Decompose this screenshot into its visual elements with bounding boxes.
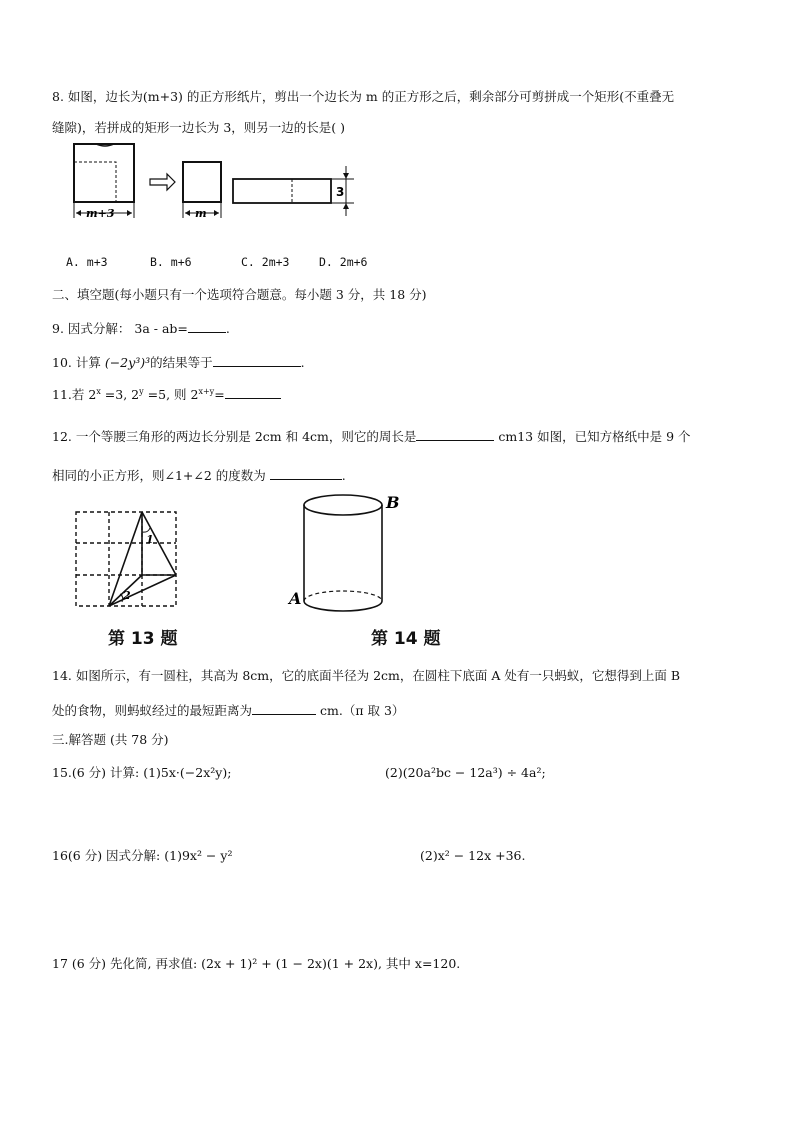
q8-option-a: A. m+3 xyxy=(66,255,108,269)
fig13-caption: 第 13 题 xyxy=(108,629,178,649)
q14-line2: 处的食物，则蚂蚁经过的最短距离为 cm.（π 取 3） xyxy=(52,700,404,720)
q13-answer-blank[interactable] xyxy=(270,465,342,480)
point-a-label: A xyxy=(289,589,302,608)
right-arrow-icon xyxy=(150,174,175,190)
fig-label-m-plus-3: m+3 xyxy=(86,207,115,220)
q17: 17 (6 分) 先化简, 再求值: (2x + 1)² + (1 − 2x)(1 + 2x), 其中 x=120. xyxy=(52,956,461,971)
angle-1-label: 1 xyxy=(146,533,154,546)
fig13-grid xyxy=(74,510,178,608)
q16-part1: 16(6 分) 因式分解: (1)9x² − y² xyxy=(52,848,233,863)
q12-line1: 12. 一个等腰三角形的两边长分别是 2cm 和 4cm，则它的周长是 cm13 如图，已知方格纸中是 9 个 xyxy=(52,426,691,446)
fig-label-3: 3 xyxy=(336,185,345,199)
q8-line2: 缝隙)，若拼成的矩形一边长为 3，则另一边的长是( ) xyxy=(52,120,346,135)
angle-2-label: 2 xyxy=(123,589,131,602)
section-2-heading: 二、填空题(每小题只有一个选项符合题意。每小题 3 分，共 18 分) xyxy=(52,287,427,302)
q12-line2: 相同的小正方形，则∠1+∠2 的度数为 . xyxy=(52,465,346,485)
q9-answer-blank[interactable] xyxy=(188,318,226,333)
q8-option-d: D. 2m+6 xyxy=(319,255,368,269)
q14-line1: 14. 如图所示，有一圆柱，其高为 8cm，它的底面半径为 2cm，在圆柱下底面 A 处有一只蚂蚁，它想得到上面 B xyxy=(52,668,681,683)
big-square xyxy=(74,144,134,202)
q15-part1: 15.(6 分) 计算: (1)5x·(−2x²y); xyxy=(52,765,232,780)
q14-answer-blank[interactable] xyxy=(252,700,316,715)
small-square xyxy=(183,162,221,202)
q10-answer-blank[interactable] xyxy=(213,352,301,367)
fig14-caption: 第 14 题 xyxy=(371,629,441,649)
q8-option-b: B. m+6 xyxy=(150,255,192,269)
q8-figure xyxy=(70,140,370,220)
q10: 10. 计算 (−2y³)³的结果等于 . xyxy=(52,352,305,372)
q8-line1: 8. 如图，边长为(m+3) 的正方形纸片，剪出一个边长为 m 的正方形之后，剩余部分可剪拼成一个矩形(不重叠无 xyxy=(52,89,675,104)
q10-expression: (−2y³)³ xyxy=(104,355,151,370)
q8-option-c: C. 2m+3 xyxy=(241,255,290,269)
q9: 9. 因式分解： 3a - ab= . xyxy=(52,318,230,338)
result-rectangle xyxy=(233,179,331,203)
point-b-label: B xyxy=(386,493,400,512)
section-3-heading: 三.解答题 (共 78 分) xyxy=(52,732,169,747)
q16-part2: (2)x² − 12x +36. xyxy=(420,848,526,863)
q11-answer-blank[interactable] xyxy=(225,384,281,399)
q12-answer-blank[interactable] xyxy=(416,426,494,441)
q15-part2: (2)(20a²bc − 12a³) ÷ 4a²; xyxy=(385,765,546,780)
fig14-cylinder xyxy=(286,490,406,620)
inner-cut-square xyxy=(74,162,116,202)
q11: 11.若 $2^x =3$, $2^y =5$, 则 $2^{x+y}=$ xyxy=(52,383,281,404)
fig-label-m: m xyxy=(195,207,207,220)
q9-text: 9. 因式分解： 3a - ab= xyxy=(52,321,188,336)
